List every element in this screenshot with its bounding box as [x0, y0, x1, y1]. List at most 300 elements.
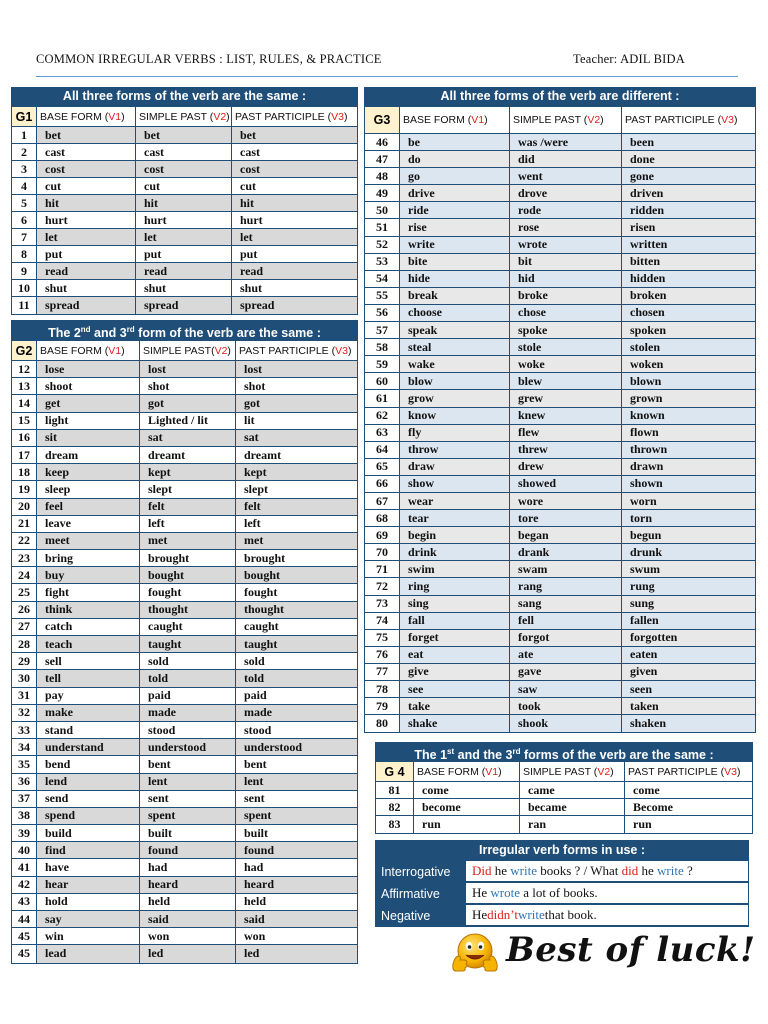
past-participle: drunk	[622, 544, 755, 560]
verb-row	[365, 596, 755, 613]
base-form: cost	[37, 161, 136, 177]
base-form: sell	[37, 653, 140, 669]
verb-row	[12, 212, 357, 229]
verb-number: 36	[12, 774, 37, 790]
simple-past: brought	[140, 550, 236, 566]
verb-number: 31	[12, 688, 37, 704]
verb-row	[365, 373, 755, 390]
past-participle: lost	[236, 361, 357, 377]
base-form: put	[37, 246, 136, 262]
group-3-title: All three forms of the verb are different :	[364, 87, 756, 106]
base-form: cut	[37, 178, 136, 194]
past-participle: brought	[244, 550, 286, 565]
base-form: drink	[400, 544, 510, 560]
verb-row	[12, 144, 357, 161]
usage-label: Interrogative	[375, 861, 466, 882]
verb-row	[12, 584, 357, 601]
verb-number: 15	[12, 413, 37, 429]
past-participle: bent	[244, 756, 267, 771]
verb-number: 2	[12, 144, 37, 160]
verb-row	[12, 550, 357, 567]
verb-row	[365, 219, 755, 236]
simple-past: came	[520, 782, 625, 798]
simple-past: tore	[510, 510, 622, 526]
group-1-rows	[11, 127, 358, 315]
base-form: blow	[400, 373, 510, 389]
past-participle: grown	[622, 390, 755, 406]
verb-row	[12, 263, 357, 280]
group-1-title: All three forms of the verb are the same :	[11, 87, 358, 106]
verb-row	[12, 297, 357, 314]
base-form: cast	[37, 144, 136, 160]
simple-past: Lighted / lit	[140, 413, 236, 429]
past-participle: spoken	[622, 322, 755, 338]
past-participle: shaken	[622, 715, 755, 732]
past-participle: done	[622, 151, 755, 167]
base-form: come	[414, 782, 520, 798]
verb-number: 33	[12, 722, 37, 738]
base-form: build	[37, 825, 140, 841]
verb-number: 29	[12, 653, 37, 669]
simple-past: bit	[510, 254, 622, 270]
base-form: do	[400, 151, 510, 167]
verb-row	[12, 127, 357, 144]
simple-past: slept	[140, 481, 236, 497]
past-participle: lit	[244, 413, 255, 428]
past-participle: forgotten	[622, 630, 755, 646]
simple-past: chose	[510, 305, 622, 321]
past-participle: cut	[240, 178, 256, 193]
simple-past: told	[140, 670, 236, 686]
simple-past: bought	[140, 567, 236, 583]
past-participle: eaten	[622, 647, 755, 663]
simple-past: lent	[140, 774, 236, 790]
simple-past: sat	[140, 430, 236, 446]
verb-row	[365, 493, 755, 510]
past-participle: stood	[244, 722, 272, 737]
simple-past: rode	[510, 202, 622, 218]
base-form: keep	[37, 464, 140, 480]
verb-number: 58	[365, 339, 400, 355]
simple-past: stood	[140, 722, 236, 738]
usage-row-negative	[375, 905, 749, 927]
past-participle: flown	[622, 425, 755, 441]
usage-table	[375, 840, 749, 927]
verb-row	[12, 808, 357, 825]
past-participle: shut	[240, 280, 263, 295]
past-participle: understood	[236, 739, 357, 755]
verb-number: 5	[12, 195, 37, 211]
thumbs-up-smiley-icon	[450, 928, 500, 978]
simple-past: caught	[140, 619, 236, 635]
verb-number: 53	[365, 254, 400, 270]
column-simple-past: SIMPLE PAST ( V2 )	[520, 762, 625, 781]
verb-number: 59	[365, 356, 400, 372]
simple-past: became	[520, 799, 625, 815]
base-form: shut	[37, 280, 136, 296]
verb-row	[12, 413, 357, 430]
verb-number: 56	[365, 305, 400, 321]
past-participle: shot	[244, 378, 266, 393]
base-form: pay	[37, 688, 140, 704]
usage-label: Negative	[375, 905, 466, 926]
verb-row	[365, 202, 755, 219]
simple-past: dreamt	[140, 447, 236, 463]
past-participle: fallen	[622, 613, 755, 629]
verb-number: 69	[365, 527, 400, 543]
simple-past: sang	[510, 596, 622, 612]
base-form: light	[37, 413, 140, 429]
verb-row	[12, 161, 357, 178]
verb-number: 77	[365, 664, 400, 680]
verb-number: 43	[12, 894, 37, 910]
simple-past: flew	[510, 425, 622, 441]
base-form: catch	[37, 619, 140, 635]
simple-past: hurt	[136, 212, 232, 228]
simple-past: sold	[140, 653, 236, 669]
simple-past: found	[140, 842, 236, 858]
base-form: fall	[400, 613, 510, 629]
group-1-table	[11, 87, 358, 315]
base-form: leave	[37, 516, 140, 532]
past-participle: broken	[622, 288, 755, 304]
verb-number: 28	[12, 636, 37, 652]
verb-row	[365, 425, 755, 442]
column-past-participle: PAST PARTICIPLE ( V3 )	[235, 110, 348, 123]
base-form: dream	[37, 447, 140, 463]
verb-number: 61	[365, 390, 400, 406]
verb-row	[365, 305, 755, 322]
past-participle: hidden	[622, 271, 755, 287]
verb-number: 45	[12, 945, 37, 962]
past-participle: shown	[622, 476, 755, 492]
simple-past: saw	[510, 681, 622, 697]
base-form: go	[400, 168, 510, 184]
simple-past: went	[510, 168, 622, 184]
group-1-tag: G1	[12, 107, 37, 126]
verb-number: 12	[12, 361, 37, 377]
verb-number: 30	[12, 670, 37, 686]
past-participle: ridden	[622, 202, 755, 218]
verb-row	[365, 185, 755, 202]
verb-row	[12, 636, 357, 653]
verb-row	[365, 408, 755, 425]
simple-past: said	[140, 911, 236, 927]
verb-number: 52	[365, 237, 400, 253]
past-participle: led	[236, 945, 357, 962]
base-form: feel	[37, 499, 140, 515]
verb-row	[12, 791, 357, 808]
simple-past: ate	[510, 647, 622, 663]
group-4-table	[375, 742, 753, 834]
verb-row	[12, 877, 357, 894]
simple-past: sent	[140, 791, 236, 807]
base-form: eat	[400, 647, 510, 663]
header-divider	[36, 76, 738, 77]
past-participle: blown	[622, 373, 755, 389]
base-form: wake	[400, 356, 510, 372]
verb-row	[12, 825, 357, 842]
simple-past: cast	[136, 144, 232, 160]
usage-row-affirmative	[375, 883, 749, 905]
base-form: think	[37, 602, 140, 618]
base-form: ride	[400, 202, 510, 218]
verb-row	[365, 390, 755, 407]
verb-row	[365, 254, 755, 271]
base-form: bite	[400, 254, 510, 270]
verb-number: 24	[12, 567, 37, 583]
verb-row	[365, 527, 755, 544]
verb-row	[365, 476, 755, 493]
past-participle: read	[232, 263, 357, 279]
base-form: get	[37, 395, 140, 411]
base-form: break	[400, 288, 510, 304]
simple-past: had	[140, 859, 236, 875]
simple-past: ran	[520, 816, 625, 833]
verb-row	[365, 681, 755, 698]
verb-number: 10	[12, 280, 37, 296]
verb-number: 3	[12, 161, 37, 177]
past-participle: told	[236, 670, 357, 686]
verb-number: 27	[12, 619, 37, 635]
base-form: hurt	[37, 212, 136, 228]
base-form: let	[37, 229, 136, 245]
simple-past: drove	[510, 185, 622, 201]
past-participle: risen	[622, 219, 755, 235]
base-form: bring	[37, 550, 140, 566]
verb-number: 55	[365, 288, 400, 304]
verb-number: 49	[365, 185, 400, 201]
past-participle: bought	[236, 567, 357, 583]
simple-past: woke	[510, 356, 622, 372]
simple-past: shot	[140, 378, 236, 394]
group-4-tag: G 4	[376, 762, 414, 781]
past-participle: lent	[236, 774, 357, 790]
past-participle: woken	[622, 356, 755, 372]
past-participle: left	[244, 516, 261, 531]
verb-number: 67	[365, 493, 400, 509]
base-form: shake	[400, 715, 510, 732]
verb-number: 45	[12, 928, 37, 944]
base-form: see	[400, 681, 510, 697]
base-form: win	[37, 928, 140, 944]
group-4-rows	[375, 782, 753, 834]
base-form: lend	[37, 774, 140, 790]
verb-row	[365, 510, 755, 527]
base-form: choose	[400, 305, 510, 321]
verb-number: 79	[365, 698, 400, 714]
simple-past: grew	[510, 390, 622, 406]
verb-row	[12, 894, 357, 911]
base-form: grow	[400, 390, 510, 406]
base-form: spread	[37, 297, 136, 314]
base-form: spend	[37, 808, 140, 824]
verb-number: 21	[12, 516, 37, 532]
verb-row	[12, 739, 357, 756]
simple-past: threw	[510, 442, 622, 458]
base-form: understand	[37, 739, 140, 755]
verb-row	[365, 698, 755, 715]
simple-past: put	[136, 246, 232, 262]
verb-row	[12, 195, 357, 212]
past-participle: sat	[236, 430, 357, 446]
verb-row	[365, 134, 755, 151]
column-base-form: BASE FORM ( V1 )	[414, 762, 520, 781]
past-participle: caught	[244, 619, 279, 634]
group-2-tag: G2	[12, 341, 37, 360]
simple-past: gave	[510, 664, 622, 680]
group-2-table	[11, 320, 358, 964]
column-base-form: BASE FORM ( V1 )	[400, 107, 510, 133]
verb-number: 54	[365, 271, 400, 287]
verb-row	[365, 237, 755, 254]
base-form: throw	[400, 442, 510, 458]
verb-row	[12, 229, 357, 246]
past-participle: worn	[622, 493, 755, 509]
base-form: bend	[37, 756, 140, 772]
verb-row	[12, 246, 357, 263]
simple-past: was /were	[510, 134, 622, 150]
base-form: read	[37, 263, 136, 279]
simple-past: won	[140, 928, 236, 944]
verb-row	[12, 361, 357, 378]
column-base-form: BASE FORM ( V1 )	[37, 107, 136, 126]
verb-number: 72	[365, 578, 400, 594]
past-participle: felt	[236, 499, 357, 515]
simple-past: fought	[140, 584, 236, 600]
verb-row	[365, 356, 755, 373]
past-participle: seen	[622, 681, 755, 697]
verb-number: 42	[12, 877, 37, 893]
past-participle: stolen	[622, 339, 755, 355]
simple-past: left	[140, 516, 236, 532]
group-3-header-row	[364, 106, 756, 134]
verb-row	[365, 630, 755, 647]
verb-number: 73	[365, 596, 400, 612]
verb-number: 26	[12, 602, 37, 618]
verb-row	[12, 395, 357, 412]
verb-number: 11	[12, 297, 37, 314]
verb-number: 51	[365, 219, 400, 235]
base-form: bet	[37, 127, 136, 143]
verb-row	[12, 178, 357, 195]
verb-row	[365, 544, 755, 561]
base-form: meet	[37, 533, 140, 549]
group-3-table	[364, 87, 756, 733]
base-form: fight	[37, 584, 140, 600]
past-participle: Become	[633, 799, 673, 814]
verb-row	[12, 859, 357, 876]
verb-row	[365, 168, 755, 185]
base-form: ring	[400, 578, 510, 594]
verb-number: 39	[12, 825, 37, 841]
verb-number: 46	[365, 134, 400, 150]
usage-example: He wrote a lot of books.	[466, 883, 749, 904]
simple-past: understood	[140, 739, 236, 755]
verb-row	[12, 705, 357, 722]
group-2-header-row	[11, 340, 358, 361]
verb-number: 9	[12, 263, 37, 279]
base-form: lose	[37, 361, 140, 377]
simple-past: shut	[136, 280, 232, 296]
verb-row	[12, 567, 357, 584]
base-form: sing	[400, 596, 510, 612]
verb-number: 60	[365, 373, 400, 389]
verb-row	[376, 816, 752, 833]
usage-example: Did he write books ? / What did he write ?	[466, 861, 749, 882]
base-form: speak	[400, 322, 510, 338]
verb-row	[12, 688, 357, 705]
base-form: hide	[400, 271, 510, 287]
simple-past: did	[510, 151, 622, 167]
past-participle: met	[236, 533, 357, 549]
verb-row	[365, 271, 755, 288]
simple-past: rose	[510, 219, 622, 235]
past-participle: thought	[236, 602, 357, 618]
past-participle: made	[236, 705, 357, 721]
usage-title: Irregular verb forms in use :	[375, 840, 749, 861]
simple-past: drank	[510, 544, 622, 560]
simple-past: lost	[140, 361, 236, 377]
verb-number: 13	[12, 378, 37, 394]
verb-number: 1	[12, 127, 37, 143]
verb-number: 6	[12, 212, 37, 228]
verb-number: 78	[365, 681, 400, 697]
column-simple-past: SIMPLE PAST( V2 )	[140, 341, 236, 360]
base-form: begin	[400, 527, 510, 543]
simple-past: wore	[510, 493, 622, 509]
base-form: wear	[400, 493, 510, 509]
column-past-participle: PAST PARTICIPLE ( V3 )	[239, 344, 352, 357]
past-participle: said	[236, 911, 357, 927]
verb-row	[12, 928, 357, 945]
group-2-rows	[11, 361, 358, 964]
verb-row	[12, 842, 357, 859]
simple-past: knew	[510, 408, 622, 424]
past-participle: had	[244, 860, 264, 875]
verb-row	[365, 151, 755, 168]
verb-number: 81	[376, 782, 414, 798]
base-form: fly	[400, 425, 510, 441]
past-participle: begun	[622, 527, 755, 543]
verb-row	[12, 464, 357, 481]
base-form: tear	[400, 510, 510, 526]
past-participle: gone	[622, 168, 755, 184]
verb-number: 8	[12, 246, 37, 262]
past-participle: chosen	[622, 305, 755, 321]
verb-number: 4	[12, 178, 37, 194]
simple-past: met	[140, 533, 236, 549]
teacher-name: Teacher: ADIL BIDA	[573, 52, 685, 66]
past-participle: rung	[622, 578, 755, 594]
simple-past: took	[510, 698, 622, 714]
verb-row	[365, 578, 755, 595]
verb-row	[12, 602, 357, 619]
simple-past: heard	[140, 877, 236, 893]
verb-row	[12, 280, 357, 297]
simple-past: paid	[140, 688, 236, 704]
simple-past: hid	[510, 271, 622, 287]
base-form: find	[37, 842, 140, 858]
base-form: swim	[400, 561, 510, 577]
verb-number: 76	[365, 647, 400, 663]
simple-past: fell	[510, 613, 622, 629]
verb-number: 47	[365, 151, 400, 167]
base-form: hear	[37, 877, 140, 893]
simple-past: thought	[140, 602, 236, 618]
verb-number: 37	[12, 791, 37, 807]
past-participle: sent	[244, 791, 265, 806]
